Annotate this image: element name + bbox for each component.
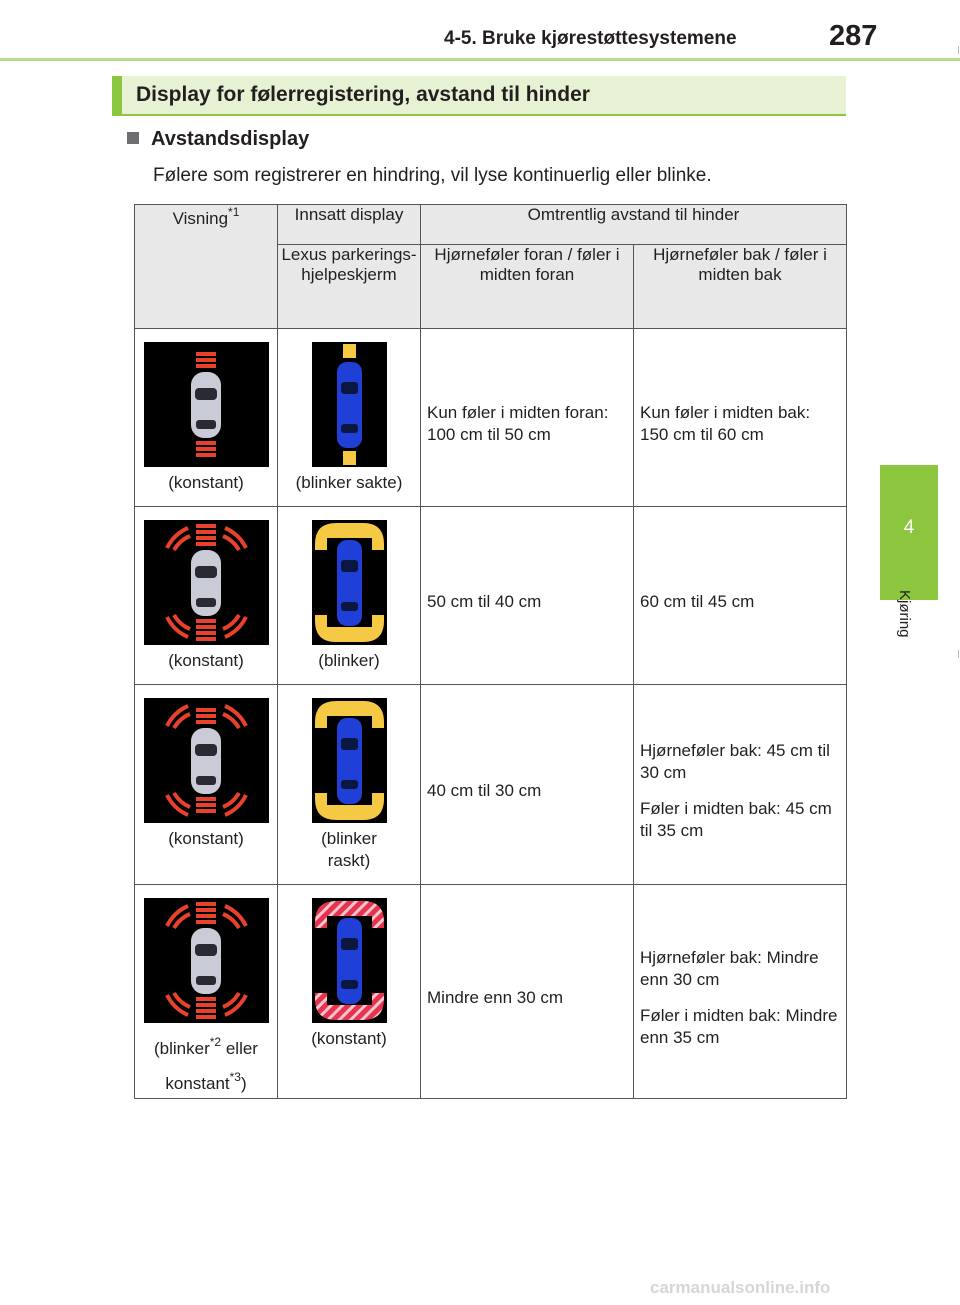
innsatt-cell	[278, 885, 421, 1099]
header-lexus: Lexus parkerings-hjelpeskjerm	[278, 245, 421, 329]
visning-caption: (konstant)	[168, 473, 244, 492]
visning-caption-part: eller konstant	[165, 1039, 258, 1093]
bak-center-text: Føler i midten bak: Mindre enn 35 cm	[640, 1005, 838, 1047]
chapter-tab	[880, 465, 938, 600]
inset-display-image	[312, 898, 387, 1023]
inset-display-image	[312, 698, 387, 823]
innsatt-caption: (konstant)	[311, 1029, 387, 1048]
sensor-display-image	[144, 342, 269, 467]
inset-display-image	[312, 520, 387, 645]
sensor-display-image	[144, 520, 269, 645]
sensor-display-image	[144, 698, 269, 823]
watermark: carmanualsonline.info	[650, 1278, 831, 1297]
margin-tick	[958, 46, 959, 54]
foran-cell: 40 cm til 30 cm	[421, 685, 634, 885]
visning-cell	[135, 329, 278, 507]
distance-table	[134, 204, 847, 1099]
table-row	[135, 685, 847, 885]
foran-cell: Mindre enn 30 cm	[421, 885, 634, 1099]
footnote-ref: *2	[209, 1035, 222, 1049]
table-row	[135, 507, 847, 685]
header-foran: Hjørneføler foran / føler i midten foran	[421, 245, 634, 329]
visning-caption-part: (blinker	[154, 1039, 210, 1058]
visning-caption: (konstant)	[168, 651, 244, 670]
header-rule	[0, 58, 960, 61]
innsatt-caption: (blinker sakte)	[295, 473, 403, 492]
chapter-number: 4	[903, 517, 915, 538]
header-avstand: Omtrentlig avstand til hinder	[421, 205, 847, 245]
innsatt-cell	[278, 685, 421, 885]
visning-caption-part: )	[240, 1074, 247, 1093]
foran-cell: Kun føler i midten foran: 100 cm til 50 cm	[421, 329, 634, 507]
visning-caption: (konstant)	[168, 829, 244, 848]
intro-text: Følere som registrerer en hindring, vil lyse kontinuerlig eller blinke.	[153, 165, 712, 186]
chapter-label: Kjøring	[896, 590, 913, 638]
bak-center-text: Føler i midten bak: 45 cm til 35 cm	[640, 798, 832, 840]
innsatt-caption: (blinker raskt)	[321, 829, 377, 870]
visning-cell	[135, 507, 278, 685]
table-row	[135, 329, 847, 507]
header-bak: Hjørneføler bak / føler i midten bak	[634, 245, 847, 329]
subheading-text: Avstandsdisplay	[151, 128, 310, 150]
innsatt-caption: (blinker)	[318, 651, 380, 670]
bak-cell: 60 cm til 45 cm	[634, 507, 847, 685]
innsatt-cell	[278, 329, 421, 507]
margin-tick	[958, 650, 959, 658]
footnote-ref: *3	[229, 1070, 241, 1084]
visning-caption	[135, 1028, 277, 1098]
header-visning-text: Visning	[172, 209, 229, 228]
bak-corner-text: Hjørneføler bak: Mindre enn 30 cm	[640, 947, 819, 989]
section-title: Display for følerregistering, avstand til hinder	[136, 83, 590, 106]
visning-cell	[135, 885, 278, 1099]
innsatt-cell	[278, 507, 421, 685]
page-number: 287	[829, 20, 878, 52]
footnote-ref: *1	[228, 205, 240, 219]
header-visning	[135, 205, 278, 329]
bak-cell	[634, 885, 847, 1099]
bak-corner-text: Hjørneføler bak: 45 cm til 30 cm	[640, 740, 830, 782]
sensor-display-image	[144, 898, 269, 1023]
bullet-square-icon	[127, 132, 139, 144]
header-innsatt: Innsatt display	[278, 205, 421, 245]
foran-cell: 50 cm til 40 cm	[421, 507, 634, 685]
visning-cell	[135, 685, 278, 885]
bak-cell: Kun føler i midten bak: 150 cm til 60 cm	[634, 329, 847, 507]
header-section-title: 4-5. Bruke kjørestøttesystemene	[444, 28, 737, 49]
subheading	[127, 128, 309, 151]
table-row	[135, 885, 847, 1099]
section-banner	[112, 76, 846, 116]
inset-display-image	[312, 342, 387, 467]
bak-cell	[634, 685, 847, 885]
